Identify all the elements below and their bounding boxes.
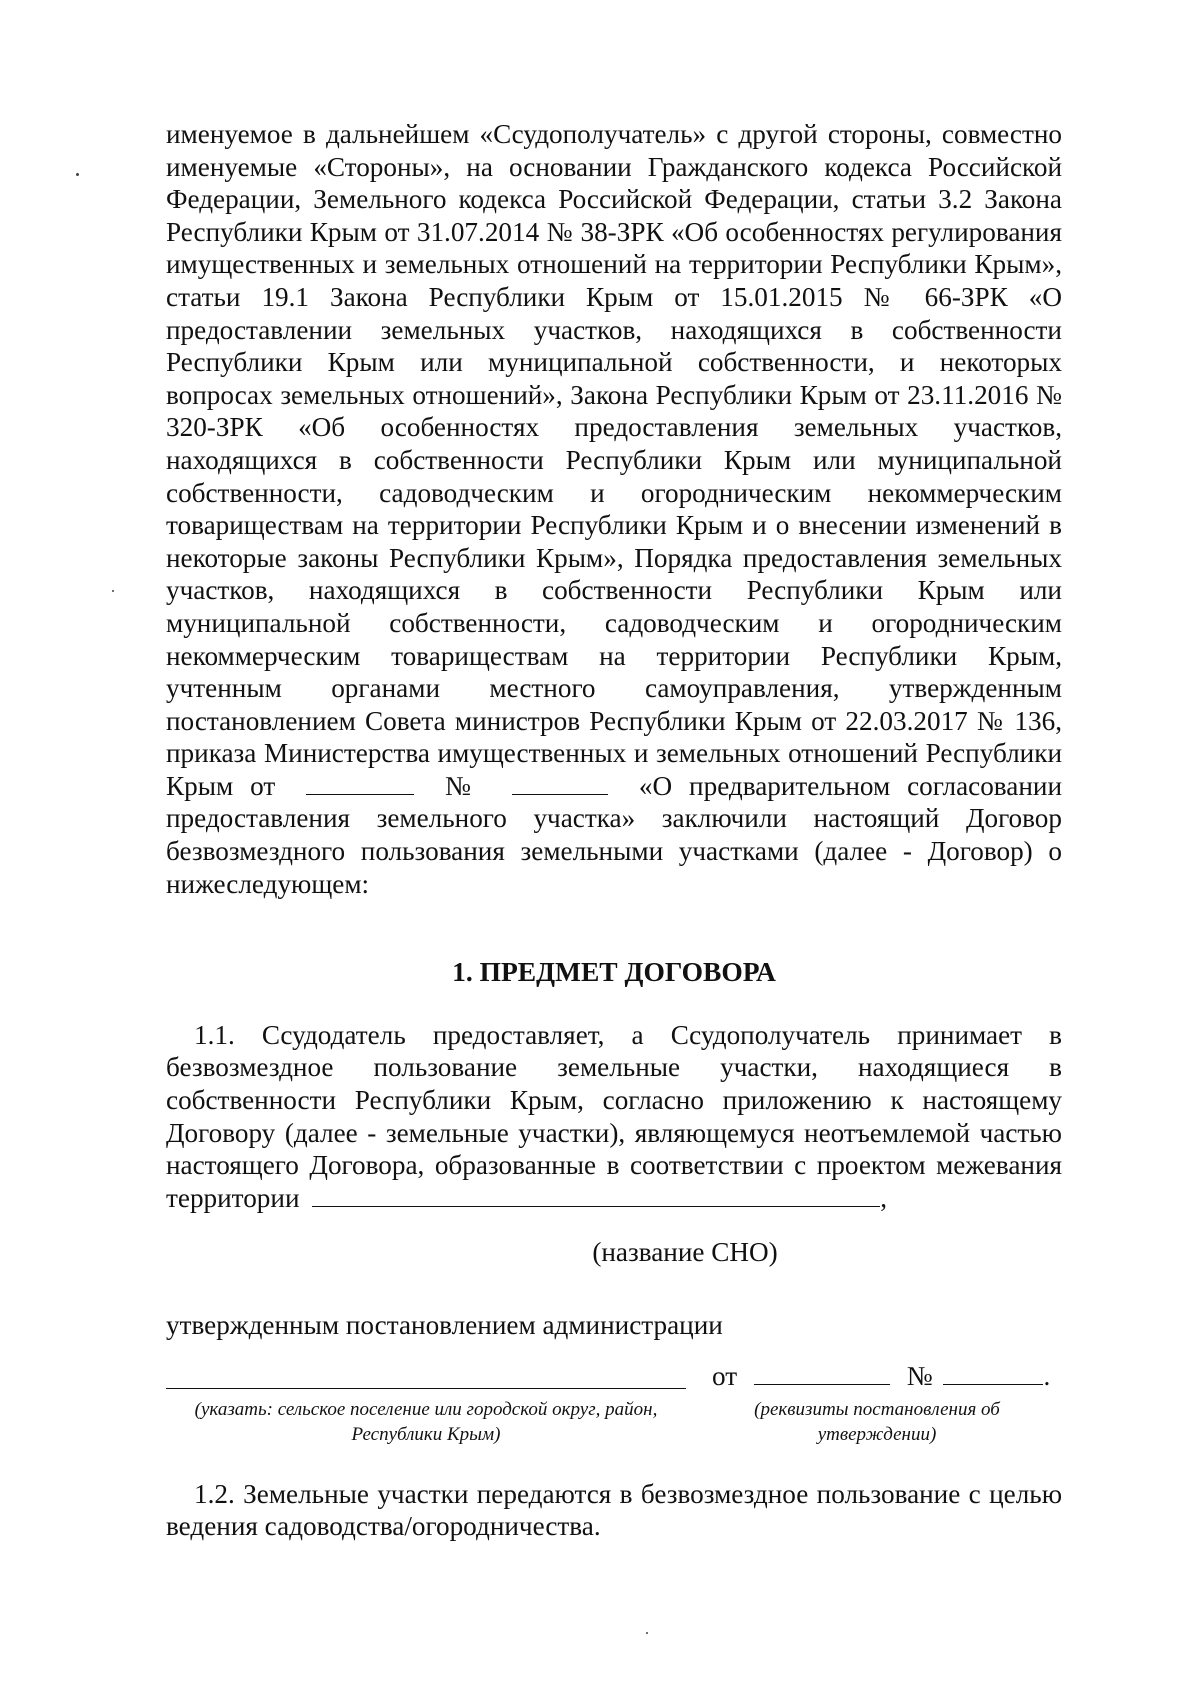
intro-number-sign: № bbox=[445, 770, 482, 801]
resolution-from: от bbox=[712, 1360, 738, 1391]
scan-speck bbox=[646, 1632, 648, 1634]
order-number-blank bbox=[512, 772, 608, 795]
scan-speck bbox=[112, 590, 114, 592]
resolution-number-sign: № bbox=[906, 1360, 933, 1391]
document-body bbox=[166, 118, 1062, 1543]
paragraph-1-1-comma: , bbox=[880, 1182, 888, 1213]
intro-paragraph bbox=[166, 118, 1062, 900]
intro-from: от bbox=[250, 770, 276, 801]
resolution-details-row bbox=[166, 1360, 1062, 1458]
resolution-number-blank bbox=[943, 1362, 1043, 1385]
order-date-blank bbox=[306, 772, 414, 795]
approved-line: утвержденным постановлением администрации bbox=[166, 1310, 723, 1340]
caption-resolution: (реквизиты постановления об утверждении) bbox=[754, 1398, 1000, 1445]
scan-speck bbox=[76, 173, 79, 176]
intro-end-text: «О предварительном согласовании предоставления земельного участка» заключили настоящий Договор безвозмездного пользования земельными участками (далее - Договор) о нижеследующем: bbox=[166, 770, 1062, 899]
sno-name-blank bbox=[312, 1184, 880, 1207]
intro-text: именуемое в дальнейшем «Ссудополучатель» с другой стороны, совместно именуемые «Стороны», на основании Гражданского кодекса Российской Федерации, Земельного кодекса Российской Федерации, статьи 3.2 Закона Республики Крым от 31.07.2014 № 38-ЗРК «Об особенностях регулирования имущественных и земельных отношений на территории Республики Крым», статьи 19.1 Закона Республики Крым от 15.01.2015 № 66-ЗРК «О предоставлении земельных участков, находящихся в собственности Республики Крым или муниципальной собственности, и некоторых вопросах земельных отношений», Закона Республики Крым от 23.11.2016 № 320-ЗРК «Об особенностях предоставления земельных участков, находящихся в собственности Республики Крым или муниципальной собственности, садоводческим и огородническим некоммерческим товариществам на территории Республики Крым и о внесении изменений в некоторые законы Республики Крым», Порядка предоставления земельных участков, находящихся в собственности Республики Крым или муниципальной собственности, садоводческим и огородническим некоммерческим товариществам на территории Республики Крым, учтенным органами местного самоуправления, утвержденным постановлением Совета министров Республики Крым от 22.03.2017 № 136, приказа Министерства имущественных и земельных отношений Республики Крым bbox=[166, 119, 1062, 801]
section-title: 1. ПРЕДМЕТ ДОГОВОРА bbox=[452, 956, 776, 988]
resolution-end: . bbox=[1043, 1360, 1051, 1391]
caption-municipality: (указать: сельское поселение или городской округ, район, Республики Крым) bbox=[194, 1398, 658, 1445]
resolution-date-blank bbox=[754, 1362, 890, 1385]
municipality-blank bbox=[166, 1388, 686, 1389]
sno-caption: (название СНО) bbox=[592, 1237, 778, 1268]
paragraph-1-1 bbox=[166, 1019, 1062, 1215]
resolution-details bbox=[712, 1360, 1050, 1393]
paragraph-1-2: 1.2. Земельные участки передаются в безвозмездное пользование с целью ведения садоводства/огородничества. bbox=[166, 1478, 1062, 1542]
paragraph-1-1-text: 1.1. Ссудодатель предоставляет, а Ссудополучатель принимает в безвозмездное пользование земельные участки, находящиеся в собственности Республики Крым, согласно приложению к настоящему Договору (далее - земельные участки), являющемуся неотъемлемой частью настоящего Договора, образованные в соответствии с проектом межевания территории bbox=[166, 1019, 1062, 1213]
